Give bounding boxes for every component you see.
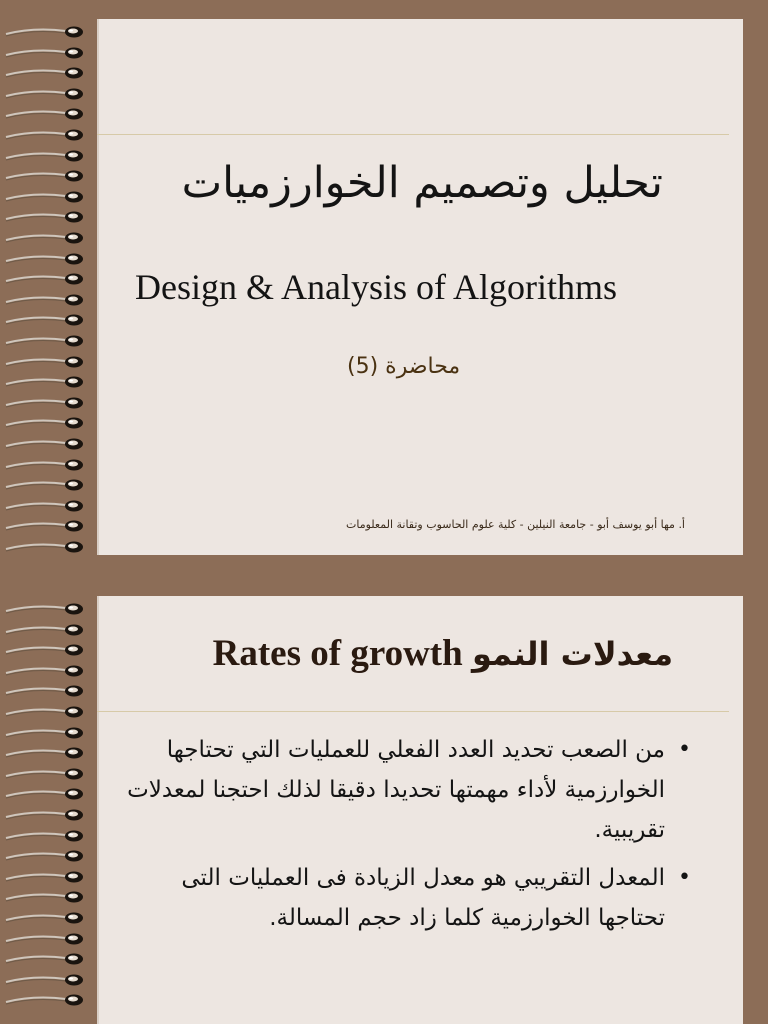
spiral-ring-icon bbox=[4, 149, 94, 163]
spiral-ring-icon bbox=[4, 128, 94, 142]
spiral-ring-icon bbox=[4, 375, 94, 389]
spiral-ring-icon bbox=[4, 66, 94, 80]
spiral-ring-icon bbox=[4, 231, 94, 245]
bullet-icon: • bbox=[678, 737, 691, 762]
spiral-ring-icon bbox=[4, 437, 94, 451]
margin-line bbox=[97, 19, 99, 555]
slide-rates-of-growth bbox=[97, 596, 743, 1024]
spiral-ring-icon bbox=[4, 643, 94, 657]
spiral-ring-icon bbox=[4, 746, 94, 760]
spiral-ring-icon bbox=[4, 973, 94, 987]
spiral-ring-icon bbox=[4, 25, 94, 39]
spiral-ring-icon bbox=[4, 169, 94, 183]
spiral-ring-icon bbox=[4, 519, 94, 533]
spiral-ring-icon bbox=[4, 767, 94, 781]
spiral-ring-icon bbox=[4, 726, 94, 740]
spiral-ring-icon bbox=[4, 478, 94, 492]
spiral-ring-icon bbox=[4, 849, 94, 863]
spiral-binding-bottom bbox=[0, 596, 100, 1024]
spiral-ring-icon bbox=[4, 272, 94, 286]
english-title: Design & Analysis of Algorithms bbox=[135, 267, 618, 307]
spiral-ring-icon bbox=[4, 787, 94, 801]
header-rule bbox=[97, 134, 729, 135]
list-item bbox=[127, 858, 691, 938]
spiral-ring-icon bbox=[4, 252, 94, 266]
spiral-ring-icon bbox=[4, 334, 94, 348]
slide-heading bbox=[97, 632, 673, 675]
list-item bbox=[127, 730, 691, 850]
bullet-icon: • bbox=[678, 865, 691, 890]
spiral-binding-top bbox=[0, 19, 100, 555]
spiral-ring-icon bbox=[4, 210, 94, 224]
spiral-ring-icon bbox=[4, 664, 94, 678]
spiral-ring-icon bbox=[4, 705, 94, 719]
spiral-ring-icon bbox=[4, 829, 94, 843]
header-rule bbox=[97, 711, 729, 712]
slide-title bbox=[97, 19, 743, 555]
spiral-ring-icon bbox=[4, 190, 94, 204]
spiral-ring-icon bbox=[4, 396, 94, 410]
spiral-ring-icon bbox=[4, 932, 94, 946]
spiral-ring-icon bbox=[4, 499, 94, 513]
bullet-text: المعدل التقريبي هو معدل الزيادة فى العمليات التى تحتاجها الخوارزمية كلما زاد حجم المسالة. bbox=[181, 865, 665, 931]
author-footer: أ. مها أبو يوسف أبو - جامعة النيلين - كلية علوم الحاسوب وتقانة المعلومات bbox=[346, 518, 685, 531]
spiral-ring-icon bbox=[4, 808, 94, 822]
spiral-ring-icon bbox=[4, 602, 94, 616]
spiral-ring-icon bbox=[4, 623, 94, 637]
arabic-title: تحليل وتصميم الخوارزميات bbox=[181, 158, 663, 208]
spiral-ring-icon bbox=[4, 540, 94, 554]
spiral-ring-icon bbox=[4, 458, 94, 472]
spiral-ring-icon bbox=[4, 890, 94, 904]
spiral-ring-icon bbox=[4, 870, 94, 884]
spiral-ring-icon bbox=[4, 416, 94, 430]
spiral-ring-icon bbox=[4, 313, 94, 327]
spiral-ring-icon bbox=[4, 993, 94, 1007]
spiral-ring-icon bbox=[4, 911, 94, 925]
heading-arabic: معدلات النمو bbox=[471, 635, 673, 673]
spiral-ring-icon bbox=[4, 293, 94, 307]
bullet-list bbox=[127, 730, 691, 946]
heading-english: Rates of growth bbox=[212, 633, 463, 674]
lecture-number: محاضرة (5) bbox=[347, 354, 461, 379]
bullet-text: من الصعب تحديد العدد الفعلي للعمليات التي تحتاجها الخوارزمية لأداء مهمتها تحديدا دقيقا لذلك احتجنا لمعدلات تقريبية. bbox=[127, 737, 665, 843]
spiral-ring-icon bbox=[4, 355, 94, 369]
spiral-ring-icon bbox=[4, 87, 94, 101]
spiral-ring-icon bbox=[4, 952, 94, 966]
spiral-ring-icon bbox=[4, 684, 94, 698]
spiral-ring-icon bbox=[4, 107, 94, 121]
spiral-ring-icon bbox=[4, 46, 94, 60]
